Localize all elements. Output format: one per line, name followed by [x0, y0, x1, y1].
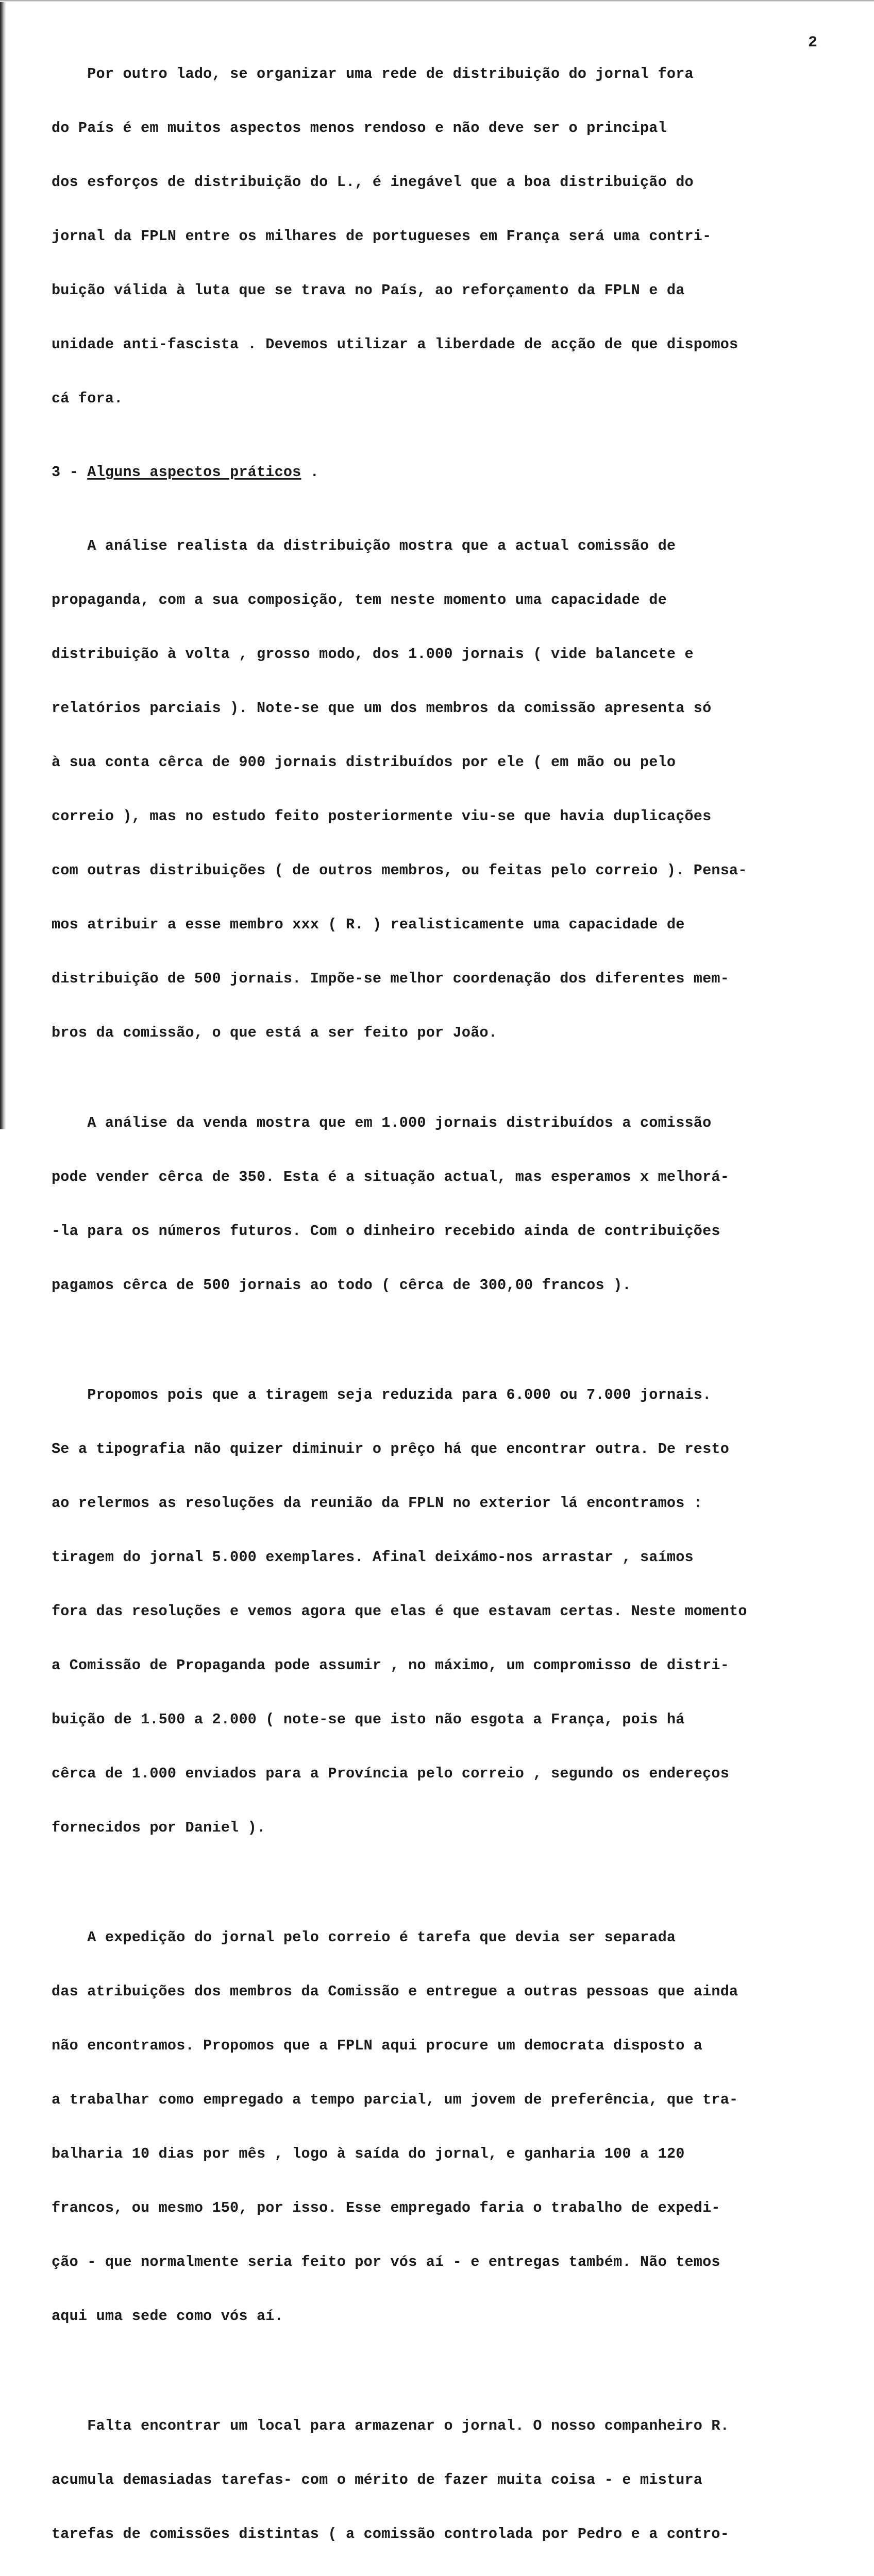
text-line: A expedição do jornal pelo correio é tarefa que devia ser separada [52, 1929, 676, 1946]
text-line: mos atribuir a esse membro xxx ( R. ) realisticamente uma capacidade de [52, 916, 685, 933]
text-line: fornecidos por Daniel ). [52, 1819, 266, 1836]
text-line: propaganda, com a sua composição, tem neste momento uma capacidade de [52, 591, 667, 608]
text-line: do País é em muitos aspectos menos rendoso e não deve ser o principal [52, 120, 667, 137]
text-line: balharia 10 dias por mês , logo à saída do jornal, e ganharia 100 a 120 [52, 2145, 685, 2162]
text-line: pagamos cêrca de 500 jornais ao todo ( cêrca de 300,00 francos ). [52, 1277, 631, 1294]
text-line: Propomos pois que a tiragem seja reduzida para 6.000 ou 7.000 jornais. [52, 1386, 712, 1403]
text-line: correio ), mas no estudo feito posteriormente viu-se que havia duplicações [52, 808, 712, 825]
text-line: jornal da FPLN entre os milhares de portugueses em França será uma contri- [52, 228, 712, 245]
text-line: A análise da venda mostra que em 1.000 jornais distribuídos a comissão [52, 1114, 712, 1131]
text-line: Se a tipografia não quizer diminuir o prêço há que encontrar outra. De resto [52, 1440, 730, 1458]
text-line: acumula demasiadas tarefas- com o mérito de fazer muita coisa - e mistura [52, 2471, 703, 2488]
text-line: Falta encontrar um local para armazenar o jornal. O nosso companheiro R. [52, 2417, 730, 2434]
spacer [52, 444, 845, 463]
text-line: dos esforços de distribuição do L., é inegável que a boa distribuição do [52, 174, 694, 191]
text-line: ao relermos as resoluções da reunião da FPLN no exterior lá encontramos : [52, 1495, 703, 1512]
scan-top-edge [0, 0, 874, 2]
text-line: francos, ou mesmo 150, por isso. Esse empregado faria o trabalho de expedi- [52, 2199, 720, 2216]
text-line: tarefas de comissões distintas ( a comissão controlada por Pedro e a contro- [52, 2526, 730, 2543]
text-line: distribuição de 500 jornais. Impõe-se melhor coordenação dos diferentes mem- [52, 970, 730, 987]
section-title: Alguns aspectos práticos [87, 464, 301, 481]
text-line: fora das resoluções e vemos agora que elas é que estavam certas. Neste momento [52, 1603, 747, 1620]
spacer [52, 2361, 845, 2381]
text-line: aqui uma sede como vós aí. [52, 2308, 283, 2325]
text-line: a trabalhar como empregado a tempo parcial, um jovem de preferência, que tra- [52, 2091, 738, 2108]
paragraph-mail-dispatch [52, 1892, 845, 2361]
paragraph-distribution-analysis [52, 501, 845, 1078]
text-line: relatórios parciais ). Note-se que um dos membros da comissão apresenta só [52, 700, 712, 717]
text-line: das atribuições dos membros da Comissão e entregue a outras pessoas que ainda [52, 1983, 738, 2000]
text-line: cêrca de 1.000 enviados para a Província pelo correio , segundo os endereços [52, 1765, 730, 1782]
scan-left-edge [0, 0, 6, 1129]
text-line: A análise realista da distribuição mostra que a actual comissão de [52, 537, 676, 554]
text-line: cá fora. [52, 390, 123, 407]
text-line: tiragem do jornal 5.000 exemplares. Afinal deixámo-nos arrastar , saímos [52, 1549, 694, 1566]
spacer [52, 1873, 845, 1892]
spacer [52, 481, 845, 501]
spacer [52, 1330, 845, 1350]
page-number: 2 [808, 34, 818, 52]
text-line: -la para os números futuros. Com o dinheiro recebido ainda de contribuições [52, 1223, 720, 1240]
section-number: 3 - [52, 464, 88, 481]
text-line: bros da comissão, o que está a ser feito por João. [52, 1024, 498, 1041]
text-line: à sua conta cêrca de 900 jornais distribuídos por ele ( em mão ou pelo [52, 754, 676, 771]
paragraph-sales-analysis [52, 1078, 845, 1330]
section-suffix: . [301, 464, 320, 481]
text-line: ção - que normalmente seria feito por vós aí - e entregas também. Não temos [52, 2253, 720, 2270]
text-line: buição válida à luta que se trava no País, ao reforçamento da FPLN e da [52, 282, 685, 299]
text-line: não encontramos. Propomos que a FPLN aqui procure um democrata disposto a [52, 2037, 703, 2054]
section-heading [52, 463, 845, 481]
paragraph-storage-and-coordination [52, 2381, 845, 2576]
text-line: buição de 1.500 a 2.000 ( note-se que isto não esgota a França, pois há [52, 1711, 685, 1728]
text-line: com outras distribuições ( de outros membros, ou feitas pelo correio ). Pensa- [52, 862, 747, 879]
typewritten-letter [52, 29, 845, 2576]
text-line: a Comissão de Propaganda pode assumir , no máximo, um compromisso de distri- [52, 1657, 730, 1674]
text-line: unidade anti-fascista . Devemos utilizar a liberdade de acção de que dispomos [52, 336, 738, 353]
text-line: pode vender cêrca de 350. Esta é a situação actual, mas esperamos x melhorá- [52, 1168, 730, 1185]
text-line: Por outro lado, se organizar uma rede de distribuição do jornal fora [52, 65, 694, 82]
paragraph-print-run-proposal [52, 1350, 845, 1873]
text-line: distribuição à volta , grosso modo, dos 1.000 jornais ( vide balancete e [52, 646, 694, 663]
paragraph-distribution-abroad [52, 29, 845, 444]
